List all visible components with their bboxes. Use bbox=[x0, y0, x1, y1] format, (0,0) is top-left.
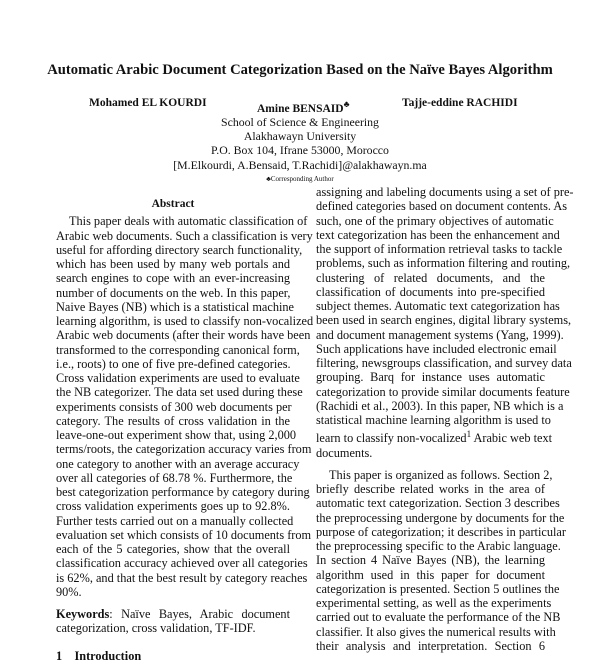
paragraph-line: the preprocessing undergone by documents for the bbox=[316, 510, 565, 525]
paragraph-line: problems, such as information filtering and routing, bbox=[316, 256, 571, 271]
paragraph-line: carried out to evaluate the performance of the NB bbox=[316, 610, 561, 625]
paragraph-line: In section 4 Naïve Bayes (NB), the learning bbox=[316, 553, 545, 568]
intro-paragraph-1 bbox=[316, 185, 574, 427]
paragraph-line: Arabic web documents. Such a classification is very bbox=[56, 228, 313, 243]
affiliation-address: P.O. Box 104, Ifrane 53000, Morocco bbox=[211, 143, 389, 158]
left-column bbox=[56, 197, 314, 663]
paragraph-line: leave-one-out experiment show that, using 2,000 bbox=[56, 428, 297, 442]
abstract-body bbox=[56, 214, 314, 599]
paragraph-line: is 62%, and that the best result by category reaches bbox=[56, 570, 308, 585]
paragraph-line: useful for affording directory search functionality, bbox=[56, 242, 303, 257]
paragraph-line: their analysis and interpretation. Section 6 bbox=[316, 638, 545, 653]
paragraph-line: classification of documents into pre-specified bbox=[316, 284, 545, 299]
paragraph-line: classifier. It also gives the numerical results with bbox=[316, 624, 556, 639]
paragraph-line: text categorization has been the enhancement and bbox=[316, 227, 560, 242]
paragraph-line: over all categories of 68.78 %. Furthermore, the bbox=[56, 470, 293, 485]
paragraph-line: experimental setting, as well as the experiments bbox=[316, 596, 552, 611]
affiliation bbox=[0, 115, 600, 186]
paragraph-line: categorization to provide similar documents feature bbox=[316, 384, 570, 399]
paragraph-line: filtering, newsgroups classification, and survey data bbox=[316, 356, 572, 370]
author-2: Amine BENSAID♣ bbox=[257, 99, 350, 115]
footnote-mark[interactable]: 1 bbox=[466, 429, 472, 440]
right-column bbox=[316, 185, 574, 653]
corresponding-mark: ♣ bbox=[343, 99, 350, 109]
paragraph-line: transformed to the corresponding canonical form, bbox=[56, 342, 300, 357]
paragraph-line: such, one of the primary objectives of automatic bbox=[316, 213, 554, 228]
paragraph-line: This paper deals with automatic classification of bbox=[69, 214, 308, 229]
paragraph-line: categorization is presented. Section 5 outlines the bbox=[316, 581, 560, 596]
paragraph-line: the NB categorizer. The data set used during these bbox=[56, 385, 303, 400]
paragraph-line: experiments consists of 300 web documents per bbox=[56, 399, 292, 414]
paragraph-line: each of the 5 categories, show that the overall bbox=[56, 542, 290, 556]
paragraph-line: which has been used by many web portals and bbox=[56, 257, 290, 271]
paragraph-line: grouping. Barq for instance uses automatic bbox=[316, 370, 545, 385]
paragraph-line: Such applications have included electronic email bbox=[316, 341, 557, 356]
paragraph-line: defined categories based on document contents. As bbox=[316, 199, 567, 214]
paragraph-line: Further tests carried out on a manually collected bbox=[56, 513, 294, 528]
paragraph-line: Cross validation experiments are used to evaluate bbox=[56, 371, 300, 385]
keywords-line: categorization, cross validation, TF-IDF. bbox=[56, 621, 256, 636]
paragraph-line: been used in search engines, digital library systems, bbox=[316, 313, 572, 328]
paragraph-line: i.e., roots) to one of five pre-defined categories. bbox=[56, 356, 291, 371]
intro-paragraph-2 bbox=[316, 467, 566, 653]
paragraph-line: one category to another with an average accuracy bbox=[56, 456, 300, 471]
paragraph-line: Naive Bayes (NB) which is a statistical machine bbox=[56, 299, 295, 314]
paragraph-line: evaluation set which consists of 10 documents from bbox=[56, 527, 312, 542]
paragraph-line: documents. bbox=[316, 445, 373, 460]
paragraph-line: briefly describe related works in the area of bbox=[316, 482, 545, 497]
paragraph-line: number of documents on the web. In this paper, bbox=[56, 285, 291, 300]
paragraph-line: terms/roots, the categorization accuracy varies from bbox=[56, 442, 312, 457]
corresponding-note: ♣Corresponding Author bbox=[266, 174, 334, 183]
paragraph-line: the support of information retrieval tasks to tackle bbox=[316, 242, 563, 256]
paragraph-line: (Rachidi et al., 2003). In this paper, NB which is a bbox=[316, 398, 564, 413]
paragraph-line: category. The results of cross validation in the bbox=[56, 413, 290, 428]
affiliation-school: School of Science & Engineering bbox=[221, 115, 379, 129]
paragraph-line: purpose of categorization; it describes in particular bbox=[316, 524, 566, 539]
section-heading: 1 Introduction bbox=[56, 648, 142, 663]
paragraph-line: This paper is organized as follows. Section 2, bbox=[329, 467, 553, 482]
abstract-heading: Abstract bbox=[151, 198, 195, 210]
affiliation-emails: [M.Elkourdi, A.Bensaid, T.Rachidi]@alakhawayn.ma bbox=[173, 157, 427, 172]
paragraph-line: 90%. bbox=[56, 584, 82, 599]
paragraph-line: the preprocessing specific to the Arabic language. bbox=[316, 539, 561, 554]
paragraph-line: cross validation experiments goes up to 92.8%. bbox=[56, 499, 290, 514]
paragraph-line: statistical machine learning algorithm is used to bbox=[316, 413, 551, 427]
author-1: Mohamed EL KOURDI bbox=[89, 97, 207, 109]
paragraph-line: learning algorithm, is used to classify non-vocalized bbox=[56, 314, 314, 328]
paragraph-line: subject themes. Automatic text categorization has bbox=[316, 299, 560, 313]
affiliation-university: Alakhawayn University bbox=[243, 129, 357, 144]
keywords-line: Keywords: Naïve Bayes, Arabic document bbox=[56, 607, 290, 621]
paragraph-line: classification accuracy achieved over all categories bbox=[56, 556, 308, 571]
paragraph-line: search engines to cope with an ever-increasing bbox=[56, 271, 290, 286]
paragraph-line: automatic text categorization. Section 3 describes bbox=[316, 496, 560, 511]
paragraph-line: learn to classify non-vocalized$^1$ Arabic web text bbox=[316, 429, 553, 446]
paragraph-line: best categorization performance by category during bbox=[56, 485, 310, 499]
paragraph-line: Arabic web documents (after their words have been bbox=[56, 328, 311, 343]
author-3: Tajje-eddine RACHIDI bbox=[402, 97, 518, 109]
paragraph-line: assigning and labeling documents using a set of pre- bbox=[316, 185, 574, 199]
paper-title: Automatic Arabic Document Categorization Based on the Naïve Bayes Algorithm bbox=[47, 62, 553, 78]
paragraph-line: and document management systems (Yang, 1999). bbox=[316, 327, 564, 342]
paragraph-line: clustering of related documents, and the bbox=[316, 270, 545, 285]
paragraph-line: algorithm used in this paper for document bbox=[316, 567, 545, 582]
